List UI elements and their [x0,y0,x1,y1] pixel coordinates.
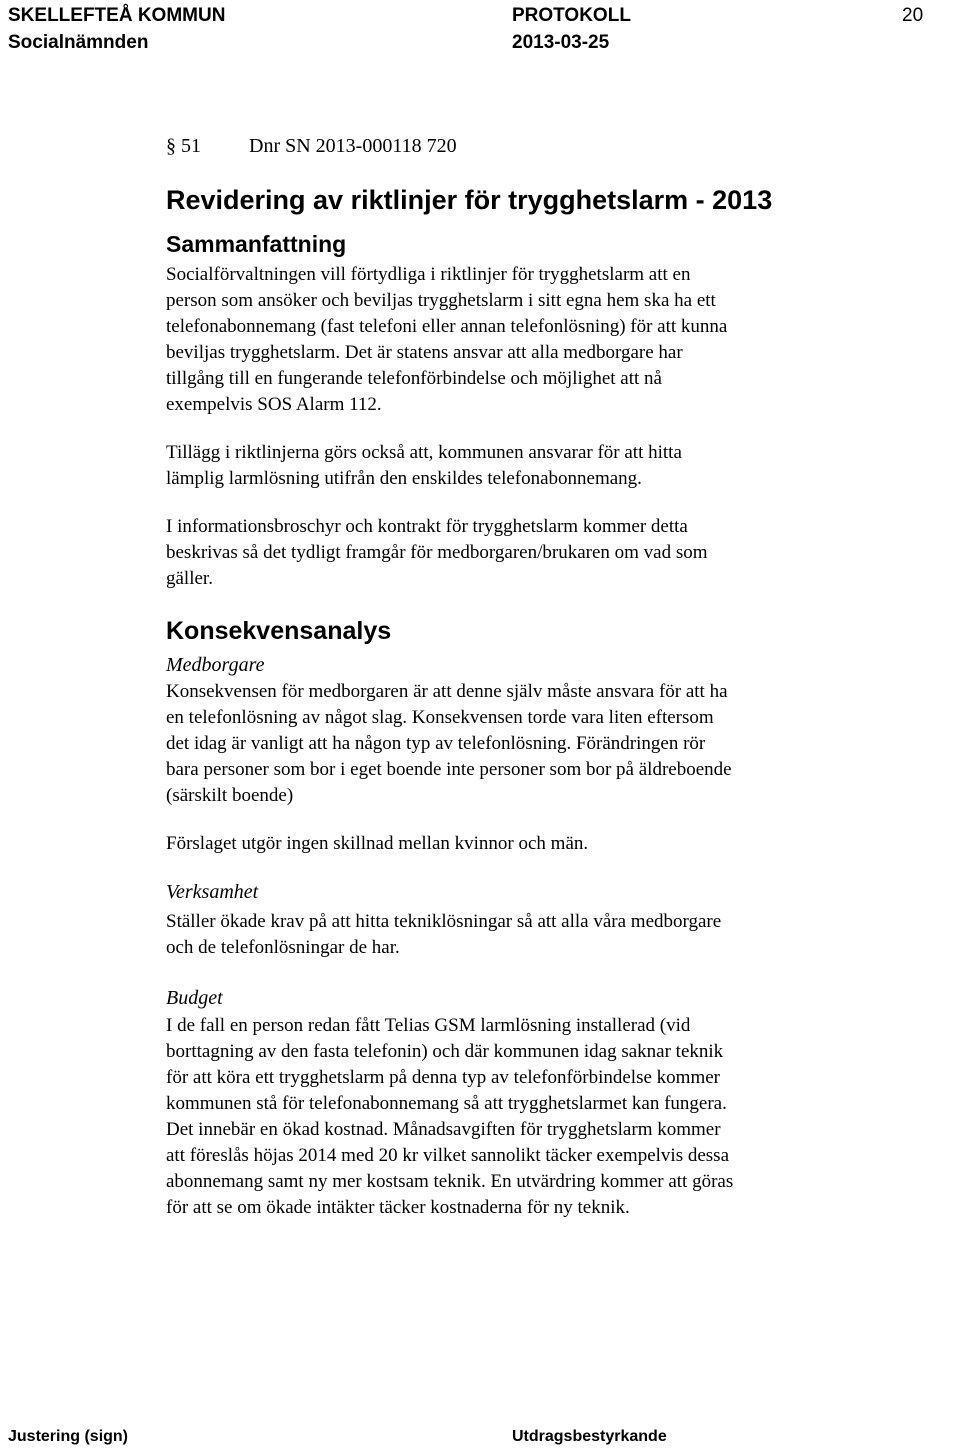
operations-subheading: Verksamhet [166,881,259,903]
text-line: Det innebär en ökad kostnad. Månadsavgiften för trygghetslarm kommer [166,1119,721,1140]
summary-paragraph-2 [166,440,682,492]
text-line: Förslaget utgör ingen skillnad mellan kvinnor och män. [166,833,589,854]
citizens-paragraph-1 [166,679,732,809]
text-line: Ställer ökade krav på att hitta tekniklösningar så att alla våra medborgare [166,911,722,932]
document-title: Revidering av riktlinjer för trygghetslarm - 2013 [166,185,773,215]
summary-paragraph-1 [166,262,727,418]
text-line: I informationsbroschyr och kontrakt för trygghetslarm kommer detta [166,516,688,537]
text-line: beskrivas så det tydligt framgår för medborgaren/brukaren om vad som [166,542,708,563]
text-line: borttagning av den fasta telefonin) och där kommunen idag saknar teknik [166,1041,724,1062]
text-line: exempelvis SOS Alarm 112. [166,394,382,415]
text-line: abonnemang samt ny mer kostsam teknik. En utvärdring kommer att göras [166,1171,734,1192]
text-line: gäller. [166,568,213,589]
text-line: och de telefonlösningar de har. [166,937,400,958]
text-line: person som ansöker och beviljas trygghetslarm i sitt egna hem ska ha ett [166,290,716,311]
text-line: för att se om ökade intäkter täcker kostnaderna för ny teknik. [166,1197,630,1218]
text-line: beviljas trygghetslarm. Det är statens ansvar att alla medborgare har [166,342,683,363]
text-line: lämplig larmlösning utifrån den enskildes telefonabonnemang. [166,468,642,489]
text-line: kommunen stå för telefonabonnemang så att trygghetslarmet kan fungera. [166,1093,727,1114]
document-date: 2013-03-25 [512,32,610,53]
citizens-subheading: Medborgare [166,654,265,676]
text-line: Socialförvaltningen vill förtydliga i riktlinjer för trygghetslarm att en [166,264,691,285]
text-line: Tillägg i riktlinjerna görs också att, kommunen ansvarar för att hitta [166,442,682,463]
citizens-paragraph-2 [166,831,588,857]
text-line: (särskilt boende) [166,785,294,806]
text-line: för att köra ett trygghetslarm på denna typ av telefonförbindelse kommer [166,1067,720,1088]
analysis-heading: Konsekvensanalys [166,617,392,645]
certification-label: Utdragsbestyrkande [512,1428,667,1445]
signature-label: Justering (sign) [8,1428,129,1445]
page-number: 20 [902,5,924,26]
summary-paragraph-3 [166,514,708,592]
text-line: Konsekvensen för medborgaren är att denne själv måste ansvara för att ha [166,681,728,702]
section-number: § 51 [166,135,201,157]
text-line: det idag är vanligt att ha någon typ av telefonlösning. Förändringen rör [166,733,706,754]
text-line: en telefonlösning av något slag. Konsekvensen torde vara liten eftersom [166,707,714,728]
text-line: I de fall en person redan fått Telias GSM larmlösning installerad (vid [166,1015,691,1036]
text-line: att föreslås höjas 2014 med 20 kr vilket sannolikt täcker exempelvis dessa [166,1145,729,1166]
operations-paragraph [166,909,721,961]
case-dnr: Dnr SN 2013-000118 720 [249,135,457,157]
budget-paragraph [166,1013,733,1221]
case-line [166,133,457,159]
organization-name: SKELLEFTEÅ KOMMUN [8,5,226,26]
text-line: telefonabonnemang (fast telefoni eller annan telefonlösning) för att kunna [166,316,728,337]
document-type: PROTOKOLL [512,5,631,26]
department-name: Socialnämnden [8,32,149,53]
summary-heading: Sammanfattning [166,231,347,257]
budget-subheading: Budget [166,987,223,1009]
text-line: bara personer som bor i eget boende inte personer som bor på äldreboende [166,759,732,780]
text-line: tillgång till en fungerande telefonförbindelse och möjlighet att nå [166,368,662,389]
